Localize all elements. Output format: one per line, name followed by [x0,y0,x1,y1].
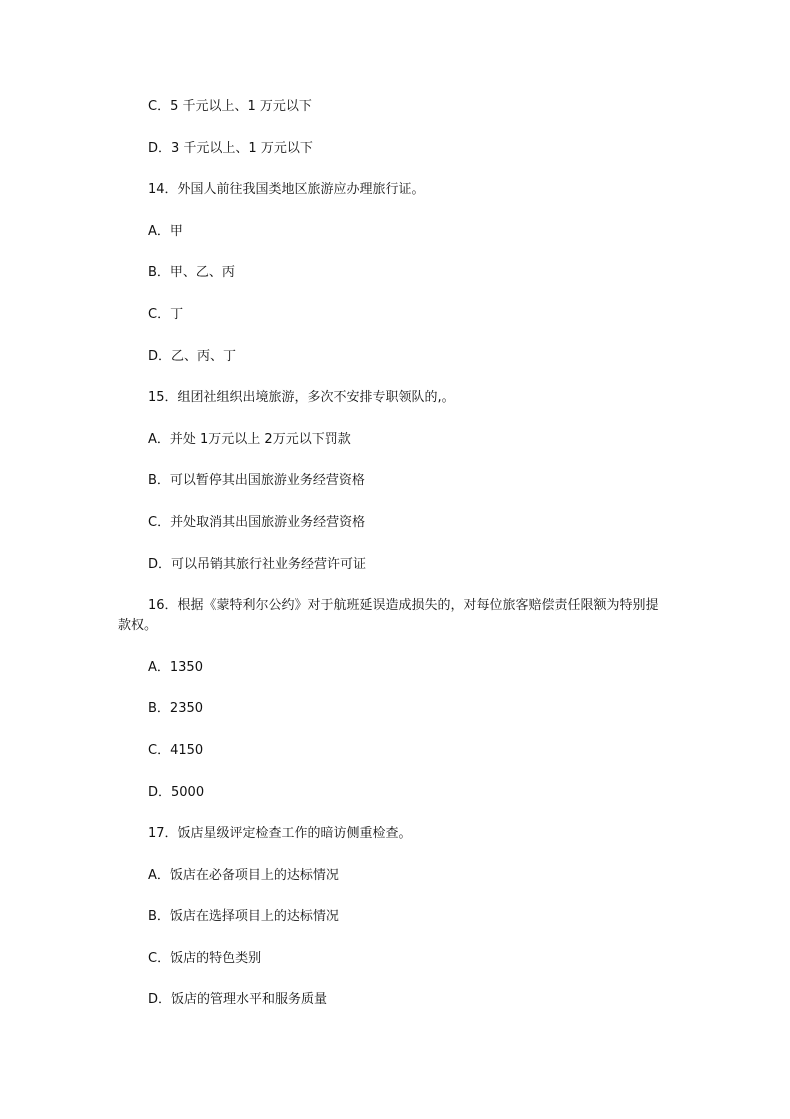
question-text: 17．饭店星级评定检查工作的暗访侧重检查。 [148,826,412,842]
question-text: 16．根据《蒙特利尔公约》对于航班延误造成损失的，对每位旅客赔偿责任限额为特别提款权。 [118,598,659,634]
answer-option: C．饭店的特色类别 [148,950,262,966]
answer-option: D．3 千元以上、1 万元以下 [148,140,313,156]
document-body [118,97,663,1032]
answer-option: C．丁 [148,306,184,322]
answer-option: B．2350 [148,701,204,717]
answer-option: A．1350 [148,659,203,675]
answer-option: B．饭店在选择项目上的达标情况 [148,909,339,925]
answer-option: C．并处取消其出国旅游业务经营资格 [148,514,366,530]
answer-option: B．可以暂停其出国旅游业务经营资格 [148,473,365,489]
answer-option: B．甲、乙、丙 [148,265,235,281]
answer-option: D．饭店的管理水平和服务质量 [148,992,328,1008]
answer-option: C．5 千元以上、1 万元以下 [148,99,312,114]
question-text: 15．组团社组织出境旅游，多次不安排专职领队的,。 [148,390,455,406]
answer-option: D．5000 [148,784,205,800]
answer-option: D．乙、丙、丁 [148,348,237,364]
answer-option: A．饭店在必备项目上的达标情况 [148,867,339,883]
answer-option: D．可以吊销其旅行社业务经营许可证 [148,556,367,572]
answer-option: C．4150 [148,742,204,758]
answer-option: A．并处 1万元以上 2万元以下罚款 [148,431,351,447]
question-text: 14．外国人前往我国类地区旅游应办理旅行证。 [148,182,425,198]
answer-option: A．甲 [148,223,183,239]
